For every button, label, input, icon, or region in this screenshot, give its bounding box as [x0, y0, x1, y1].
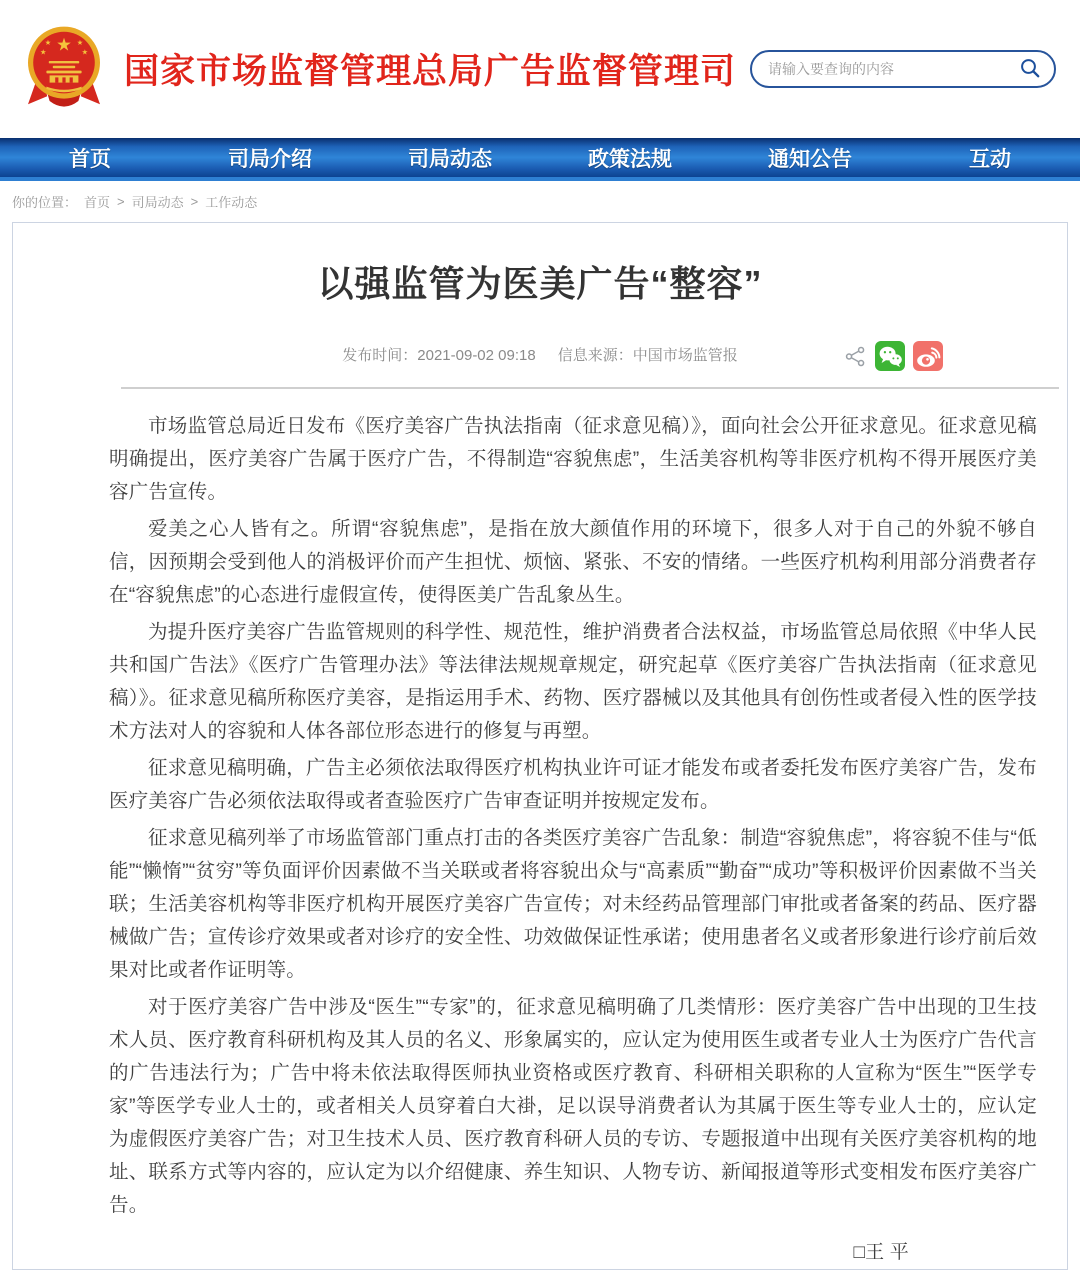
article-meta-row — [13, 337, 1067, 375]
weibo-icon[interactable] — [913, 341, 943, 371]
article-paragraph: 征求意见稿列举了市场监管部门重点打击的各类医疗美容广告乱象：制造“容貌焦虑”，将容貌不佳与“低能”“懒惰”“贫穷”等负面评价因素做不当关联或者将容貌出众与“高素质”“勤奋”“成功”等积极评价因素做不当关联；生活美容机构等非医疗机构开展医疗美容广告宣传；对未经药品管理部门审批或者备案的药品、医疗器械做广告；宣传诊疗效果或者对诊疗的安全性、功效做保证性承诺；使用患者名义或者形象进行诊疗前后效果对比或者作证明等。 — [109, 827, 1037, 981]
breadcrumb-item-bureau-news[interactable]: 司局动态 — [131, 195, 184, 210]
nav-item-bureau-news[interactable]: 司局动态 — [408, 148, 492, 171]
svg-text:★: ★ — [56, 35, 72, 56]
article-paragraph: 爱美之心人皆有之。所谓“容貌焦虑”，是指在放大颜值作用的环境下，很多人对于自己的外貌不够自信，因预期会受到他人的消极评价而产生担忧、烦恼、紧张、不安的情绪。一些医疗机构利用部分消费者存在“容貌焦虑”的心态进行虚假宣传，使得医美广告乱象丛生。 — [109, 518, 1037, 606]
nav-item-notices[interactable]: 通知公告 — [768, 148, 852, 171]
breadcrumb-separator: > — [117, 194, 125, 209]
breadcrumb-label: 你的位置： — [12, 195, 78, 210]
share-toolbar — [843, 341, 943, 371]
search-input[interactable] — [768, 61, 1016, 77]
search-box[interactable] — [750, 50, 1056, 88]
main-nav — [0, 138, 1080, 181]
source-value: 中国市场监管报 — [632, 347, 738, 364]
publish-time-label: 发布时间： — [342, 347, 418, 364]
source-label: 信息来源： — [557, 347, 633, 364]
site-title: 国家市场监督管理总局广告监督管理司 — [124, 52, 737, 91]
article-card — [12, 222, 1068, 1270]
svg-text:★: ★ — [44, 38, 52, 47]
national-emblem-logo — [20, 23, 108, 115]
breadcrumb-separator: > — [190, 194, 199, 209]
site-brand-link[interactable] — [20, 23, 750, 115]
nav-item-policies[interactable]: 政策法规 — [588, 148, 672, 171]
breadcrumb-item-home[interactable]: 首页 — [84, 195, 111, 210]
svg-text:★: ★ — [39, 47, 47, 57]
svg-text:★: ★ — [81, 47, 89, 57]
site-header — [0, 0, 1080, 138]
search-button[interactable] — [1016, 55, 1044, 83]
wechat-icon[interactable] — [875, 341, 905, 371]
article-paragraph: 为提升医疗美容广告监管规则的科学性、规范性，维护消费者合法权益，市场监管总局依照《中华人民共和国广告法》《医疗广告管理办法》等法律法规规章规定，研究起草《医疗美容广告执法指南（征求意见稿）》。征求意见稿所称医疗美容，是指运用手术、药物、医疗器械以及其他具有创伤性或者侵入性的医学技术方法对人的容貌和人体各部位形态进行的修复与再塑。 — [109, 621, 1037, 742]
nav-item-bureau-intro[interactable]: 司局介绍 — [228, 148, 312, 171]
search-icon — [1018, 68, 1042, 83]
article-paragraph: 市场监管总局近日发布《医疗美容广告执法指南（征求意见稿）》，面向社会公开征求意见。征求意见稿明确提出，医疗美容广告属于医疗广告，不得制造“容貌焦虑”，生活美容机构等非医疗机构不得开展医疗美容广告宣传。 — [109, 415, 1037, 503]
share-icon[interactable] — [843, 344, 867, 368]
article-paragraph: 征求意见稿明确，广告主必须依法取得医疗机构执业许可证才能发布或者委托发布医疗美容广告，发布医疗美容广告必须依法取得或者查验医疗广告审查证明并按规定发布。 — [109, 757, 1037, 812]
breadcrumb — [0, 181, 1080, 222]
nav-item-home[interactable]: 首页 — [69, 148, 111, 171]
article-title: 以强监管为医美广告“整容” — [317, 263, 763, 304]
svg-text:★: ★ — [76, 38, 84, 47]
article-author: □王 平 — [853, 1242, 909, 1263]
breadcrumb-item-work-news[interactable]: 工作动态 — [205, 195, 258, 210]
article-body — [13, 389, 1067, 1269]
publish-time-value: 2021-09-02 09:18 — [417, 347, 536, 364]
article-paragraph: 对于医疗美容广告中涉及“医生”“专家”的，征求意见稿明确了几类情形：医疗美容广告中出现的卫生技术人员、医疗教育科研机构及其人员的名义、形象属实的，应认定为使用医生或者专业人士为医疗广告代言的广告违法行为；广告中将未依法取得医师执业资格或医疗教育、科研相关职称的人宣称为“医生”“医学专家”等医学专业人士的，或者相关人员穿着白大褂，足以误导消费者认为其属于医生等专业人士的，应认定为虚假医疗美容广告；对卫生技术人员、医疗教育科研人员的专访、专题报道中出现有关医疗美容机构的地址、联系方式等内容的，应认定为以介绍健康、养生知识、人物专访、新闻报道等形式变相发布医疗美容广告。 — [109, 996, 1037, 1216]
nav-item-interaction[interactable]: 互动 — [969, 148, 1011, 171]
